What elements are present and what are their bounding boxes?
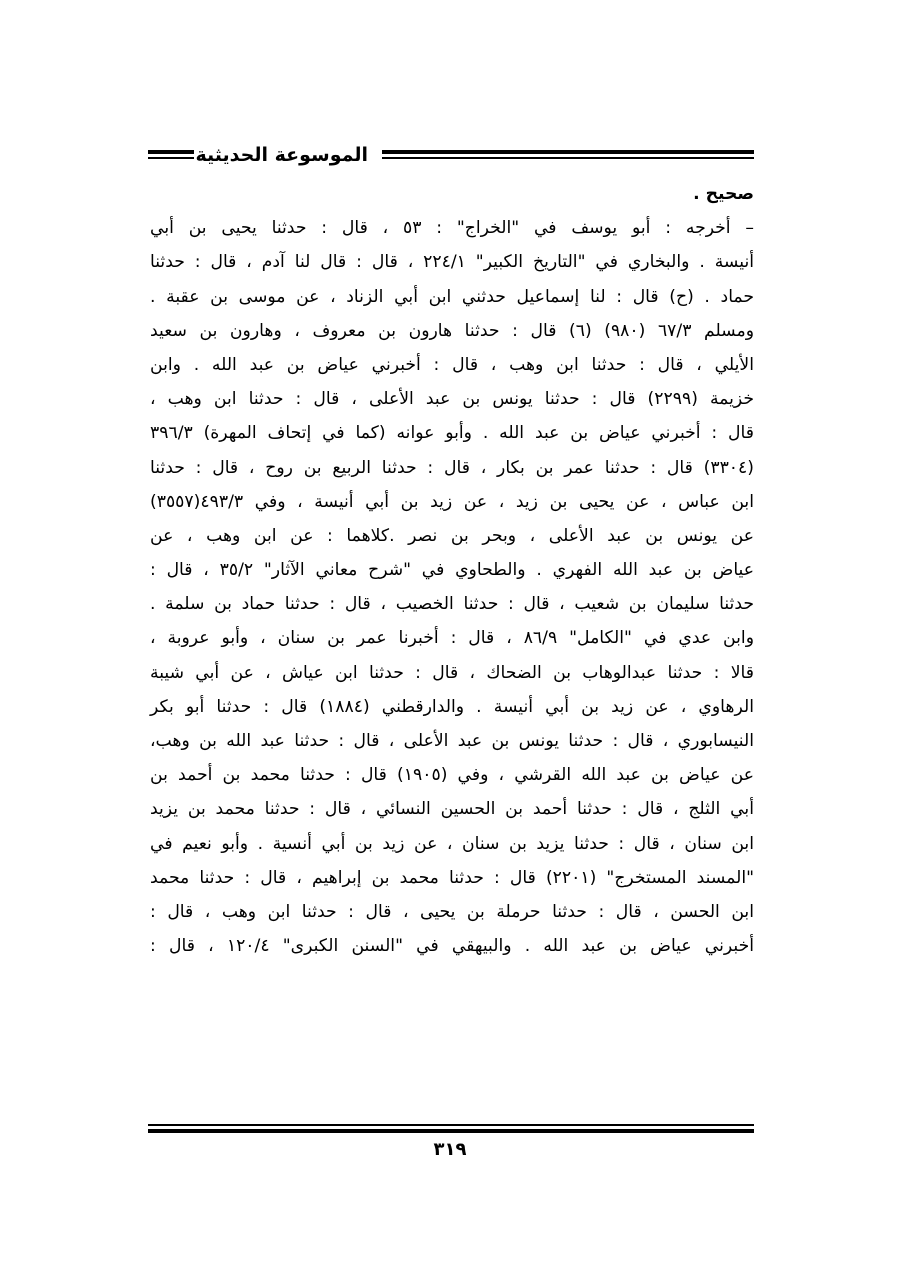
text-line: (٣٣٠٤) قال : حدثنا عمر بن بكار ، قال : حدثنا الربيع بن روح ، قال : حدثنا — [150, 457, 754, 478]
verdict-line: صحيح . — [693, 184, 754, 204]
text-line: أبي الثلج ، قال : حدثنا أحمد بن الحسين النسائي ، قال : حدثنا محمد بن يزيد — [150, 799, 754, 820]
text-line: ابن الحسن ، قال : حدثنا حرملة بن يحيى ، قال : حدثنا ابن وهب ، قال : — [150, 901, 754, 922]
text-line: حماد . (ح) قال : لنا إسماعيل حدثني ابن أبي الزناد ، عن موسى بن عقبة . — [150, 286, 754, 307]
text-line: أنيسة . والبخاري في "التاريخ الكبير" ٢٢٤/١ ، قال : قال لنا آدم ، قال : حدثنا — [150, 252, 755, 273]
text-line: – أخرجه : أبو يوسف في "الخراج" : ٥٣ ، قال : حدثنا يحيى بن أبي — [150, 218, 754, 239]
footer-rule — [148, 1124, 754, 1133]
text-line: حدثنا سليمان بن شعيب ، قال : حدثنا الخصيب ، قال : حدثنا حماد بن سلمة . — [150, 594, 754, 615]
text-line: عياض بن عبد الله الفهري . والطحاوي في "شرح معاني الآثار" ٣٥/٢ ، قال : — [150, 560, 755, 581]
text-line: الرهاوي ، عن زيد بن أبي أنيسة . والدارقطني (١٨٨٤) قال : حدثنا أبو بكر — [150, 696, 754, 717]
text-line: النيسابوري ، قال : حدثنا يونس بن عبد الأعلى ، قال : حدثنا عبد الله بن وهب، — [150, 731, 754, 751]
header-rule-left — [148, 150, 194, 159]
page-header — [148, 140, 754, 176]
text-line: وابن عدي في "الكامل" ٨٦/٩ ، قال : أخبرنا عمر بن سنان ، وأبو عروبة ، — [150, 628, 755, 649]
text-line: عن عياض بن عبد الله القرشي ، وفي (١٩٠٥) قال : حدثنا محمد بن أحمد بن — [150, 765, 755, 786]
book-title: الموسوعة الحديثية — [195, 144, 368, 166]
header-rule-right — [382, 150, 754, 159]
text-line: ابن عباس ، عن يحيى بن زيد ، عن زيد بن أبي أنيسة ، وفي ٤٩٣/٣(٣٥٥٧) — [150, 491, 754, 512]
page-number: ٣١٩ — [433, 1139, 467, 1160]
text-line: قالا : حدثنا عبدالوهاب بن الضحاك ، قال : حدثنا ابن عياش ، عن أبي شيبة — [150, 662, 754, 683]
text-line: ابن سنان ، قال : حدثنا يزيد بن سنان ، عن زيد بن أبي أنسية . وأبو نعيم في — [150, 833, 754, 854]
text-line: ومسلم ٦٧/٣ (٩٨٠) (٦) قال : حدثنا هارون بن معروف ، وهارون بن سعيد — [150, 320, 755, 341]
page-body — [150, 177, 754, 963]
text-line: أخبرني عياض بن عبد الله . والبيهقي في "السنن الكبرى" ١٢٠/٤ ، قال : — [150, 936, 754, 957]
text-line: "المسند المستخرج" (٢٢٠١) قال : حدثنا محمد بن إبراهيم ، قال : حدثنا محمد — [150, 867, 755, 888]
text-line: قال : أخبرني عياض بن عبد الله . وأبو عوانه (كما في إتحاف المهرة) ٣٩٦/٣ — [150, 423, 754, 444]
text-line: خزيمة (٢٢٩٩) قال : حدثنا يونس بن عبد الأعلى ، قال : حدثنا ابن وهب ، — [150, 389, 754, 410]
text-line: الأيلي ، قال : حدثنا ابن وهب ، قال : أخبرني عياض بن عبد الله . وابن — [150, 354, 754, 375]
text-line: عن يونس بن عبد الأعلى ، وبحر بن نصر .كلاهما : عن ابن وهب ، عن — [150, 525, 754, 546]
